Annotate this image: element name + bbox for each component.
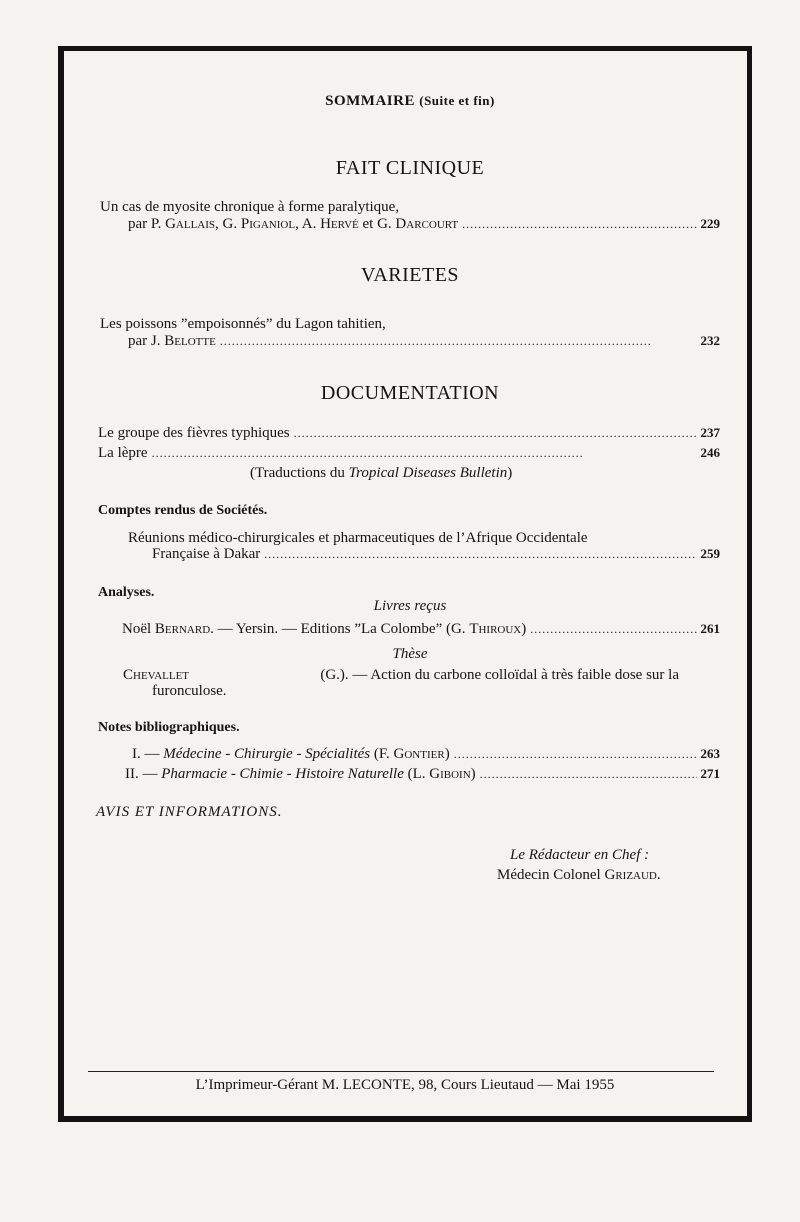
subsection-comptes-rendus: Comptes rendus de Sociétés. — [98, 503, 268, 518]
footer-rule — [88, 1071, 714, 1072]
page-number: 237 — [700, 425, 720, 440]
section-heading-varietes: VARIETES — [360, 264, 460, 286]
analyses-these: Thèse — [392, 646, 428, 662]
entry-myosite-title: Un cas de myosite chronique à forme paralytique, — [100, 199, 400, 215]
entry-yersin: Noël Bernard. — Yersin. — Editions ”La Colombe” (G. Thiroux) . . . 261 — [122, 621, 720, 638]
signature-role: Le Rédacteur en Chef : — [510, 847, 650, 863]
page-number: 246 — [700, 445, 720, 460]
dot-leader — [462, 216, 696, 233]
page-number: 232 — [700, 333, 720, 348]
section-heading-fait-clinique: FAIT CLINIQUE — [335, 157, 485, 179]
page-number: 259 — [700, 546, 720, 561]
entry-reunions-line1: Réunions médico-chirurgicales et pharmaceutiques de l’Afrique Occidentale — [128, 530, 588, 546]
section-heading-documentation: DOCUMENTATION — [320, 382, 500, 404]
page-number: 229 — [700, 216, 720, 231]
entry-chevallet-line2: furonculose. — [152, 683, 227, 699]
entry-myosite-authors: par P. Gallais, G. Piganiol, A. Hervé et G. Darcourt . . . 229 — [128, 216, 720, 233]
entry-reunions-line2: Française à Dakar . . . 259 — [152, 546, 720, 563]
dot-leader — [530, 621, 696, 638]
entry-poissons-author: par J. Belotte . . . 232 — [128, 333, 720, 350]
translation-note: (Traductions du Tropical Diseases Bulletin) — [250, 465, 513, 481]
entry-fievres-typhiques: Le groupe des fièvres typhiques . . . 237 — [98, 425, 720, 442]
entry-notes-medecine: I. — Médecine - Chirurgie - Spécialités (F. Gontier) . . . 263 — [132, 746, 720, 763]
dot-leader — [220, 333, 697, 350]
dot-leader — [480, 766, 697, 783]
entry-notes-pharmacie: II. — Pharmacie - Chimie - Histoire Naturelle (L. Giboin) . . . 271 — [125, 766, 720, 783]
page-number: 261 — [700, 621, 720, 636]
page-number: 271 — [700, 766, 720, 781]
summary-title: SOMMAIRE — [325, 93, 415, 109]
dot-leader — [294, 425, 697, 442]
summary-header — [0, 93, 800, 110]
subsection-notes: Notes bibliographiques. — [98, 720, 240, 735]
analyses-livres-recus: Livres reçus — [373, 598, 447, 614]
entry-lepre: La lèpre . . . 246 — [98, 445, 720, 462]
avis-informations: AVIS ET INFORMATIONS. — [96, 804, 283, 820]
printer-imprint: L’Imprimeur-Gérant M. LECONTE, 98, Cours Lieutaud — Mai 1955 — [195, 1077, 615, 1093]
subsection-analyses: Analyses. — [98, 585, 155, 600]
dot-leader — [454, 746, 697, 763]
entry-chevallet-line1: Chevallet (G.). — Action du carbone colloïdal à très faible dose sur la — [123, 667, 679, 683]
dot-leader — [152, 445, 697, 462]
dot-leader — [264, 546, 696, 563]
summary-suffix: (Suite et fin) — [419, 93, 495, 108]
signature-name: Médecin Colonel Grizaud. — [497, 867, 661, 883]
page-number: 263 — [700, 746, 720, 761]
entry-poissons-title: Les poissons ”empoisonnés” du Lagon tahitien, — [100, 316, 386, 332]
